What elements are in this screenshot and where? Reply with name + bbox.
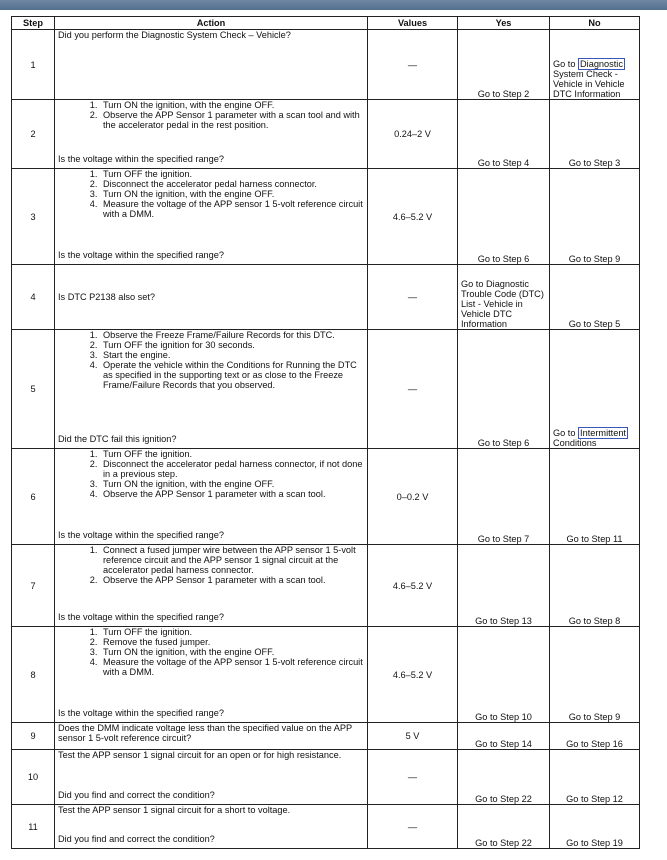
list-item: 1. Observe the Freeze Frame/Failure Records for this DTC. bbox=[100, 330, 364, 340]
list-item: 4. Observe the APP Sensor 1 parameter with a scan tool. bbox=[100, 489, 364, 499]
step-number: 6 bbox=[12, 449, 55, 545]
table-row bbox=[12, 330, 640, 449]
diagnostic-table bbox=[11, 16, 640, 849]
value-cell: — bbox=[368, 30, 458, 100]
action-cell bbox=[55, 265, 368, 330]
list-item: 2. Turn OFF the ignition for 30 seconds. bbox=[100, 340, 364, 350]
question: Is the voltage within the specified range? bbox=[58, 530, 224, 540]
instruction-list bbox=[58, 449, 364, 499]
yes-cell[interactable]: Go to Step 4 bbox=[458, 100, 550, 169]
list-item: 1. Turn ON the ignition, with the engine OFF. bbox=[100, 100, 364, 110]
no-cell[interactable]: Go to Step 16 bbox=[550, 723, 640, 750]
action-cell bbox=[55, 330, 368, 449]
yes-cell[interactable]: Go to Step 6 bbox=[458, 169, 550, 265]
list-item: 2. Disconnect the accelerator pedal harness connector, if not done in a previous step. bbox=[100, 459, 364, 479]
step-number: 1 bbox=[12, 30, 55, 100]
table-row bbox=[12, 265, 640, 330]
no-cell[interactable]: Go to Step 3 bbox=[550, 100, 640, 169]
question: Is the voltage within the specified range? bbox=[58, 612, 224, 622]
question: Did you find and correct the condition? bbox=[58, 834, 215, 844]
yes-cell[interactable]: Go to Step 22 bbox=[458, 805, 550, 849]
list-item: 3. Turn ON the ignition, with the engine OFF. bbox=[100, 647, 364, 657]
instruction-list bbox=[58, 169, 364, 219]
list-item: 1. Turn OFF the ignition. bbox=[100, 169, 364, 179]
header-row bbox=[12, 17, 640, 30]
value-cell: — bbox=[368, 330, 458, 449]
question: Is the voltage within the specified range? bbox=[58, 154, 224, 164]
list-item: 2. Remove the fused jumper. bbox=[100, 637, 364, 647]
question: Did you find and correct the condition? bbox=[58, 790, 215, 800]
table-row bbox=[12, 723, 640, 750]
list-item: 3. Start the engine. bbox=[100, 350, 364, 360]
header-step: Step bbox=[12, 17, 55, 30]
action-cell bbox=[55, 30, 368, 100]
yes-cell[interactable]: Go to Diagnostic Trouble Code (DTC) List - Vehicle in Vehicle DTC Information bbox=[458, 265, 550, 330]
table-row bbox=[12, 627, 640, 723]
no-cell[interactable] bbox=[550, 30, 640, 100]
instruction-list bbox=[58, 627, 364, 677]
question: Does the DMM indicate voltage less than the specified value on the APP sensor 1 5-volt reference circuit? bbox=[58, 723, 353, 743]
no-cell[interactable]: Go to Step 12 bbox=[550, 750, 640, 805]
step-number: 10 bbox=[12, 750, 55, 805]
list-item: 2. Disconnect the accelerator pedal harness connector. bbox=[100, 179, 364, 189]
list-item: 3. Turn ON the ignition, with the engine OFF. bbox=[100, 189, 364, 199]
value-cell: — bbox=[368, 265, 458, 330]
step-number: 11 bbox=[12, 805, 55, 849]
no-prefix: Go to bbox=[553, 59, 579, 69]
action-cell bbox=[55, 750, 368, 805]
no-cell[interactable]: Go to Step 5 bbox=[550, 265, 640, 330]
action-cell bbox=[55, 545, 368, 627]
yes-cell[interactable]: Go to Step 2 bbox=[458, 30, 550, 100]
question: Is the voltage within the specified range? bbox=[58, 708, 224, 718]
list-item: 2. Observe the APP Sensor 1 parameter with a scan tool and with the accelerator pedal in the rest position. bbox=[100, 110, 364, 130]
question: Did you perform the Diagnostic System Check – Vehicle? bbox=[58, 30, 291, 40]
list-item: 3. Turn ON the ignition, with the engine OFF. bbox=[100, 479, 364, 489]
instruction-list bbox=[58, 545, 364, 585]
yes-cell[interactable]: Go to Step 22 bbox=[458, 750, 550, 805]
action-cell bbox=[55, 805, 368, 849]
action-cell bbox=[55, 169, 368, 265]
question: Did the DTC fail this ignition? bbox=[58, 434, 177, 444]
question: Is DTC P2138 also set? bbox=[58, 292, 156, 302]
list-item: 4. Operate the vehicle within the Conditions for Running the DTC as specified in the supporting text or as close to the Freeze Frame/Failure Records that you observed. bbox=[100, 360, 364, 390]
table-row bbox=[12, 449, 640, 545]
list-item: 4. Measure the voltage of the APP sensor 1 5-volt reference circuit with a DMM. bbox=[100, 657, 364, 677]
action-cell bbox=[55, 627, 368, 723]
list-item: 2. Observe the APP Sensor 1 parameter with a scan tool. bbox=[100, 575, 364, 585]
step-number: 9 bbox=[12, 723, 55, 750]
table-row bbox=[12, 750, 640, 805]
list-item: 4. Measure the voltage of the APP sensor 1 5-volt reference circuit with a DMM. bbox=[100, 199, 364, 219]
yes-cell[interactable]: Go to Step 6 bbox=[458, 330, 550, 449]
value-cell: 4.6–5.2 V bbox=[368, 169, 458, 265]
value-cell: — bbox=[368, 750, 458, 805]
no-cell[interactable]: Go to Step 9 bbox=[550, 169, 640, 265]
no-prefix: Go to bbox=[553, 428, 579, 438]
header-action: Action bbox=[55, 17, 368, 30]
yes-cell[interactable]: Go to Step 14 bbox=[458, 723, 550, 750]
value-cell: — bbox=[368, 805, 458, 849]
header-yes: Yes bbox=[458, 17, 550, 30]
header-no: No bbox=[550, 17, 640, 30]
instruction-text: Test the APP sensor 1 signal circuit for an open or for high resistance. bbox=[58, 750, 342, 760]
instruction-text: Test the APP sensor 1 signal circuit for a short to voltage. bbox=[58, 805, 291, 815]
table-row bbox=[12, 169, 640, 265]
instruction-list bbox=[58, 330, 364, 390]
diagnostic-link[interactable]: Diagnostic bbox=[580, 59, 623, 69]
no-rest: Conditions bbox=[553, 438, 597, 448]
intermittent-link[interactable]: Intermittent bbox=[580, 428, 626, 438]
action-cell bbox=[55, 449, 368, 545]
question: Is the voltage within the specified range? bbox=[58, 250, 224, 260]
step-number: 4 bbox=[12, 265, 55, 330]
yes-cell[interactable]: Go to Step 10 bbox=[458, 627, 550, 723]
value-cell: 5 V bbox=[368, 723, 458, 750]
no-cell[interactable]: Go to Step 19 bbox=[550, 805, 640, 849]
top-bar bbox=[0, 0, 667, 10]
table-row bbox=[12, 30, 640, 100]
table-row bbox=[12, 805, 640, 849]
header-values: Values bbox=[368, 17, 458, 30]
step-number: 8 bbox=[12, 627, 55, 723]
yes-cell[interactable]: Go to Step 7 bbox=[458, 449, 550, 545]
no-rest: System Check - Vehicle in Vehicle DTC Information bbox=[553, 69, 625, 99]
no-cell[interactable]: Go to Step 9 bbox=[550, 627, 640, 723]
action-cell bbox=[55, 100, 368, 169]
value-cell: 0–0.2 V bbox=[368, 449, 458, 545]
no-cell[interactable]: Go to Step 11 bbox=[550, 449, 640, 545]
step-number: 2 bbox=[12, 100, 55, 169]
value-cell: 4.6–5.2 V bbox=[368, 545, 458, 627]
instruction-list bbox=[58, 100, 364, 130]
list-item: 1. Turn OFF the ignition. bbox=[100, 627, 364, 637]
value-cell: 4.6–5.2 V bbox=[368, 627, 458, 723]
no-cell[interactable] bbox=[550, 330, 640, 449]
action-cell bbox=[55, 723, 368, 750]
yes-cell[interactable]: Go to Step 13 bbox=[458, 545, 550, 627]
list-item: 1. Connect a fused jumper wire between the APP sensor 1 5-volt reference circuit and the APP sensor 1 signal circuit at the accelerator pedal harness connector. bbox=[100, 545, 364, 575]
step-number: 5 bbox=[12, 330, 55, 449]
value-cell: 0.24–2 V bbox=[368, 100, 458, 169]
no-cell[interactable]: Go to Step 8 bbox=[550, 545, 640, 627]
step-number: 7 bbox=[12, 545, 55, 627]
list-item: 1. Turn OFF the ignition. bbox=[100, 449, 364, 459]
table-row bbox=[12, 100, 640, 169]
table-row bbox=[12, 545, 640, 627]
step-number: 3 bbox=[12, 169, 55, 265]
